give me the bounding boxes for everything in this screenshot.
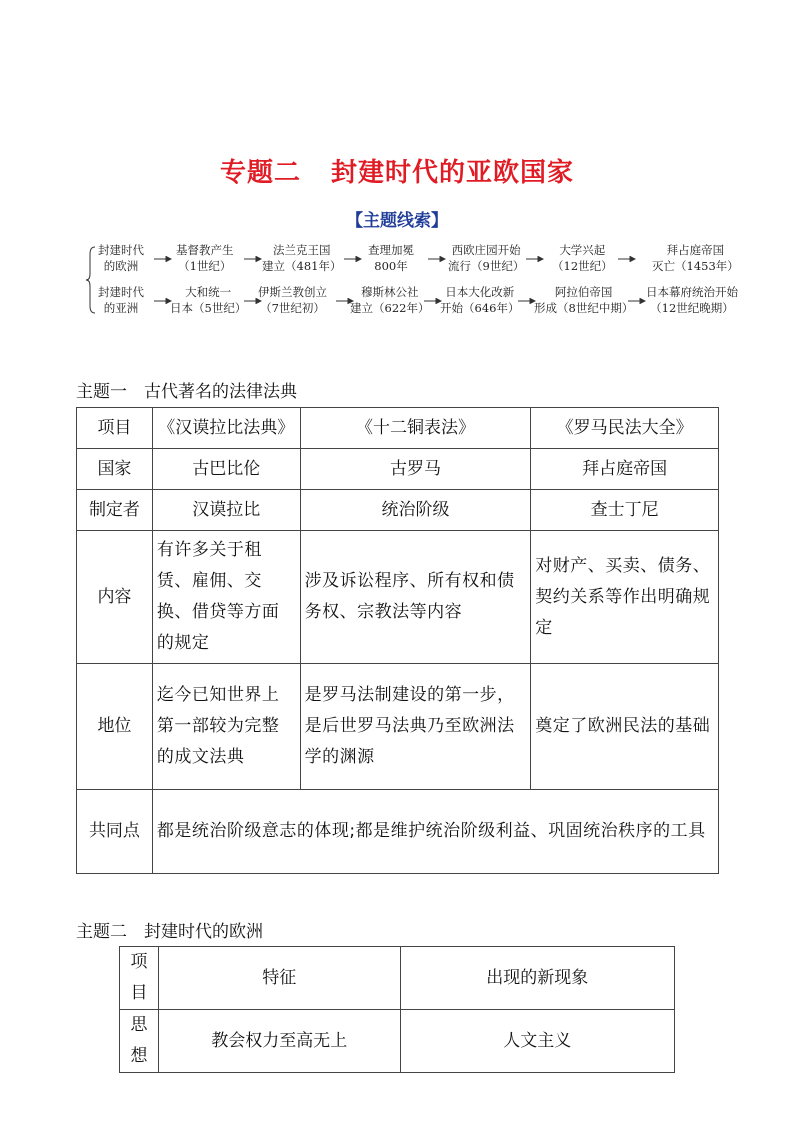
row-key: 地位 <box>77 664 153 790</box>
arrow-icon <box>154 256 172 262</box>
row-key: 思想 <box>120 1010 159 1073</box>
timeline-event: 查理加冕 800年 <box>368 243 414 273</box>
clue-heading: 【主题线索】 <box>346 211 448 231</box>
table-row <box>77 449 719 490</box>
table-cell: 奠定了欧洲民法的基础 <box>531 664 719 790</box>
table-header-cell: 特征 <box>158 947 400 1010</box>
arrow-icon <box>628 298 646 304</box>
timeline-label-europe: 封建时代 的欧洲 <box>98 243 144 273</box>
table-header-row <box>120 947 675 1010</box>
table-cell: 古巴比伦 <box>152 449 300 490</box>
table-cell: 是罗马法制建设的第一步，是后世罗马法典乃至欧洲法学的渊源 <box>300 664 531 790</box>
table-cell: 教会权力至高无上 <box>158 1010 400 1073</box>
table-header-cell: 《罗马民法大全》 <box>531 408 719 449</box>
page-title <box>0 152 794 189</box>
table-header-cell: 项目 <box>120 947 159 1010</box>
table-header-cell: 出现的新现象 <box>400 947 675 1010</box>
timeline-event: 大和统一 日本（5世纪） <box>170 285 247 315</box>
row-key: 共同点 <box>77 790 153 874</box>
table-cell: 古罗马 <box>300 449 531 490</box>
table-cell: 对财产、买卖、债务、契约关系等作出明确规定 <box>531 531 719 664</box>
timeline-event: 拜占庭帝国 灭亡（1453年） <box>652 243 739 273</box>
section-heading-europe: 主题二 封建时代的欧洲 <box>76 922 263 942</box>
arrow-icon <box>618 256 636 262</box>
brace-icon <box>86 246 96 314</box>
timeline-event: 法兰克王国 建立（481年） <box>262 243 342 273</box>
table-row <box>77 664 719 790</box>
arrow-icon <box>344 256 362 262</box>
table-cell: 汉谟拉比 <box>152 490 300 531</box>
table-cell: 拜占庭帝国 <box>531 449 719 490</box>
table-header-row <box>77 408 719 449</box>
table-header-cell: 《十二铜表法》 <box>300 408 531 449</box>
table-row <box>77 531 719 664</box>
common-point-cell: 都是统治阶级意志的体现;都是维护统治阶级利益、巩固统治秩序的工具 <box>152 790 718 874</box>
table-cell: 查士丁尼 <box>531 490 719 531</box>
timeline-event: 穆斯林公社 建立（622年） <box>350 285 430 315</box>
section-heading-law: 主题一 古代著名的法律法典 <box>76 382 297 402</box>
table-cell: 人文主义 <box>400 1010 675 1073</box>
timeline <box>86 242 746 320</box>
arrow-icon <box>244 256 262 262</box>
table-cell: 迄今已知世界上第一部较为完整的成文法典 <box>152 664 300 790</box>
row-key: 制定者 <box>77 490 153 531</box>
row-key: 内容 <box>77 531 153 664</box>
table-header-cell: 项目 <box>77 408 153 449</box>
table-cell: 有许多关于租赁、雇佣、交换、借贷等方面的规定 <box>152 531 300 664</box>
title-part1: 专题二 <box>219 158 301 188</box>
law-code-table <box>76 407 719 874</box>
timeline-event: 西欧庄园开始 流行（9世纪） <box>448 243 525 273</box>
table-header-cell: 《汉谟拉比法典》 <box>152 408 300 449</box>
timeline-event: 日本幕府统治开始 （12世纪晚期） <box>646 285 738 315</box>
table-cell: 统治阶级 <box>300 490 531 531</box>
table-row <box>120 1010 675 1073</box>
title-part2: 封建时代的亚欧国家 <box>331 158 575 188</box>
row-key: 国家 <box>77 449 153 490</box>
timeline-event: 基督教产生 （1世纪） <box>176 243 234 273</box>
timeline-event: 日本大化改新 开始（646年） <box>440 285 520 315</box>
europe-table <box>119 946 675 1073</box>
timeline-event: 阿拉伯帝国 形成（8世纪中期） <box>534 285 634 315</box>
table-row-common <box>77 790 719 874</box>
table-cell: 涉及诉讼程序、所有权和债务权、宗教法等内容 <box>300 531 531 664</box>
timeline-event: 伊斯兰教创立 （7世纪初） <box>258 285 327 315</box>
arrow-icon <box>428 256 446 262</box>
arrow-icon <box>526 256 544 262</box>
timeline-label-asia: 封建时代 的亚洲 <box>98 285 144 315</box>
timeline-event: 大学兴起 （12世纪） <box>552 243 613 273</box>
table-row <box>77 490 719 531</box>
